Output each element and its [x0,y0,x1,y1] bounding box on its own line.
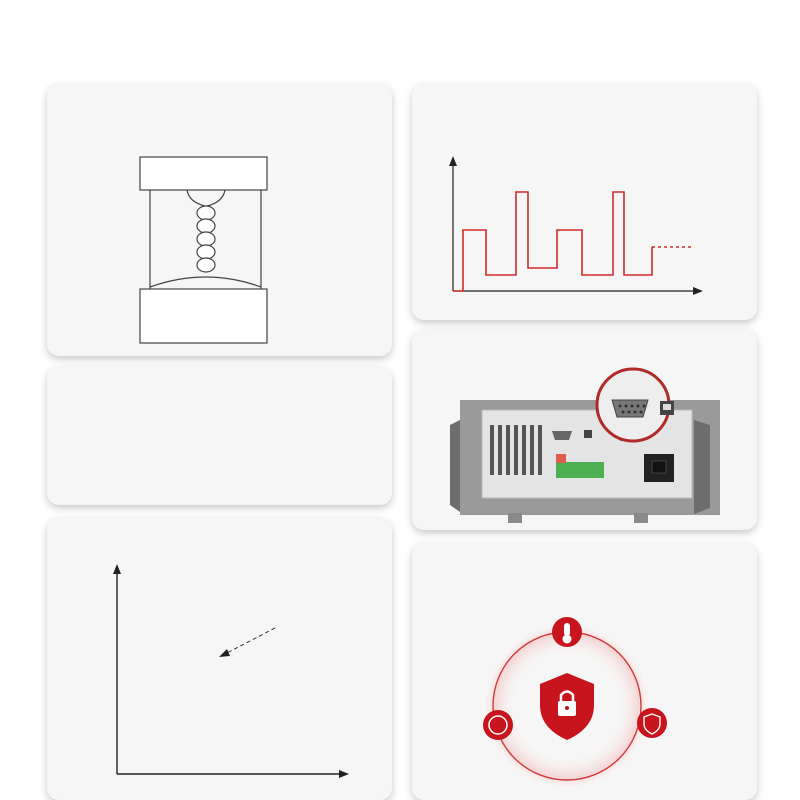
list-waveform-chart [412,84,757,320]
list-program-card [412,84,757,320]
annotation-leader [225,628,275,654]
left-handle [450,420,460,512]
dut-box [140,289,267,343]
twisted-sense-wire [197,206,215,272]
overvoltage-icon [483,710,513,740]
db9-small [552,431,572,440]
rear-panel-photo [412,330,757,530]
terminal-block [556,462,604,478]
protection-graphic [412,543,757,800]
right-handle [694,420,710,514]
remote-sense-card [47,84,392,356]
protection-card [412,543,757,800]
foot-left [508,513,522,523]
timer-card [47,367,392,505]
auto-range-chart [47,518,392,800]
supply-terminal-box [140,157,267,190]
rs232-card [412,330,757,530]
remote-sense-diagram [47,84,392,356]
usb-small [584,430,592,438]
foot-right [634,513,648,523]
waveform-solid [453,192,652,291]
auto-range-card [47,518,392,800]
db9-zoomed [612,400,648,417]
